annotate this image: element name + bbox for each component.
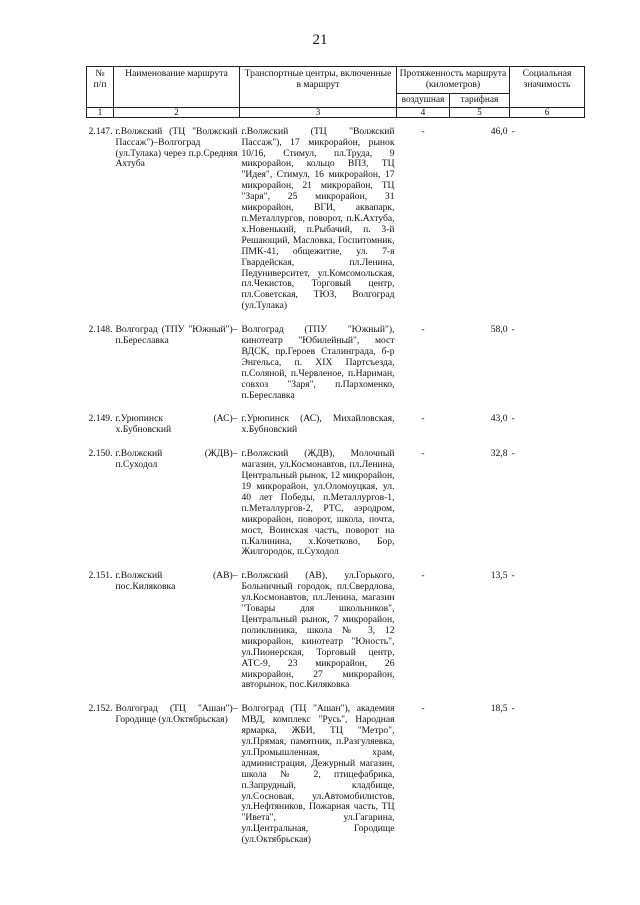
route-number: 2.151. [88, 570, 113, 582]
page-number: 21 [312, 32, 328, 48]
route-social-significance: - [511, 703, 515, 715]
route-number: 2.150. [88, 448, 113, 460]
header-tariff-length: тарифная [450, 93, 510, 107]
route-social-significance: - [511, 570, 515, 582]
route-name: г.Урюпинск (АС)–х.Бубновский [115, 413, 238, 436]
route-tariff-length: 46,0 [490, 125, 508, 137]
header-transport-centers: Транспортные центры, включенные в маршрут [240, 67, 397, 108]
route-name: г.Волжский (ЖДВ)–п.Суходол [115, 448, 238, 471]
header-social-significance: Социальная значимость [510, 67, 585, 108]
table-row [87, 405, 585, 440]
route-tariff-length: 58,0 [490, 324, 508, 336]
header-route-name: Наименование маршрута [114, 67, 240, 108]
route-number: 2.148. [88, 324, 113, 336]
route-number: 2.149. [88, 413, 113, 425]
route-name: г.Волжский (АВ)–пос.Киляковка [115, 570, 238, 593]
route-air-length: - [421, 570, 425, 582]
column-number: 2 [114, 107, 240, 117]
route-air-length: - [421, 703, 425, 715]
route-transport-centers: г.Волжский (ЖДВ), Молочный магазин, ул.Космонавтов, пл.Ленина, Центральный рынок, 12 микрорайон, 19 микрорайон, ул.Оломоуцкая, ул. 40 лет Победы, п.Металлургов-1, п.Металлургов-2, РТС, аэродром, микрорайон, поворот, школа, почта, мост, Воинская часть, поворот на п.Калинина, х.Кочетково, Бор, Жилгородок, п.Суходол [241, 448, 395, 558]
route-name: г.Волжский (ТЦ "Волжский Пассаж")–Волгоград (ул.Тулака) через п.р.Средняя Ахтуба [115, 125, 238, 170]
column-number: 4 [397, 107, 450, 117]
route-name: Волгоград (ТЦ "Ашан")–Городище (ул.Октябрьская) [115, 703, 238, 726]
route-air-length: - [421, 448, 425, 460]
route-transport-centers: Волгоград (ТЦ "Ашан"), академия МВД, комплекс "Русь", Народная ярмарка, ЖБИ, ТЦ "Метро", ул.Прямая, памятник, п.Разгуляевка, ул.Промышленная, храм, администрация, Дежурный магазин, школа № 2, птицефабрика, п.Запрудный, кладбище, ул.Сосновая, ул.Автомобилистов, ул.Нефтяников, Пожарная часть, ТЦ "Ивета", ул.Гагарина, ул.Центральная, Городище (ул.Октябрьская) [241, 703, 395, 846]
route-transport-centers: г.Урюпинск (АС), Михайловская, х.Бубновский [241, 413, 395, 436]
header-num: № п/п [87, 67, 114, 108]
table-row [87, 316, 585, 405]
table-header [87, 67, 585, 118]
route-number: 2.152. [88, 703, 113, 715]
route-air-length: - [421, 324, 425, 336]
route-tariff-length: 32,8 [490, 448, 508, 460]
column-number: 5 [450, 107, 510, 117]
route-tariff-length: 43,0 [490, 413, 508, 425]
route-transport-centers: г.Волжский (АВ), ул.Горького, Больничный городок, пл.Свердлова, ул.Космонавтов, пл.Ленина, магазин "Товары для школьников", Центральный рынок, 7 микрорайон, поликлиника, школа № 3, 12 микрорайон, кинотеатр "Юность", ул.Пионерская, Торговый центр, АТС-9, 23 микрорайон, 26 микрорайон, 27 микрорайон, авторынок, пос.Киляковка [241, 570, 395, 691]
route-air-length: - [421, 413, 425, 425]
route-social-significance: - [511, 125, 515, 137]
table-body [87, 117, 585, 850]
route-transport-centers: Волгоград (ТПУ "Южный"), кинотеатр "Юбилейный", мост ВДСК, пр.Героев Сталинграда, б-р Энгельса, п. XIX Партсъезда, п.Соляной, п.Червленое, п.Нариман, совхоз "Заря", п.Пархоменко, п.Береславка [241, 324, 395, 401]
route-tariff-length: 18,5 [490, 703, 508, 715]
column-number: 3 [240, 107, 397, 117]
route-tariff-length: 13,5 [490, 570, 508, 582]
header-air-length: воздушная [397, 93, 450, 107]
table-row [87, 695, 585, 850]
header-route-length: Протяженность маршрута (километров) [397, 67, 510, 94]
route-air-length: - [421, 125, 425, 137]
route-social-significance: - [511, 324, 515, 336]
table-row [87, 440, 585, 562]
column-numbers-row [87, 107, 585, 117]
table-row [87, 562, 585, 695]
column-number: 1 [87, 107, 114, 117]
route-social-significance: - [511, 448, 515, 460]
table-row [87, 117, 585, 316]
route-name: Волгоград (ТПУ "Южный")–п.Береславка [115, 324, 238, 347]
column-number: 6 [510, 107, 585, 117]
routes-table [86, 66, 585, 850]
route-transport-centers: г.Волжский (ТЦ "Волжский Пассаж"), 17 микрорайон, рынок 10/16, Стимул, пл.Труда, 9 микрорайон, кольцо ВПЗ, ТЦ "Идея", Стимул, 16 микрорайон, 17 микрорайон, 21 микрорайон, ТЦ "Заря", 25 микрорайон, 31 микрорайон, ВГИ, аквапарк, п.Металлургов, поворот, п.К.Ахтуба, х.Новенький, п.Рыбачий, п. 3-й Решающий, Масловка, Госпитомник, ПМК-41, общежитие, ул. 7-я Гвардейская, пл.Ленина, Педуниверситет, ул.Комсомольская, пл.Чекистов, Торговый центр, пл.Советская, ТЮЗ, Волгоград (ул.Тулака) [241, 125, 395, 312]
route-social-significance: - [511, 413, 515, 425]
route-number: 2.147. [88, 125, 113, 137]
